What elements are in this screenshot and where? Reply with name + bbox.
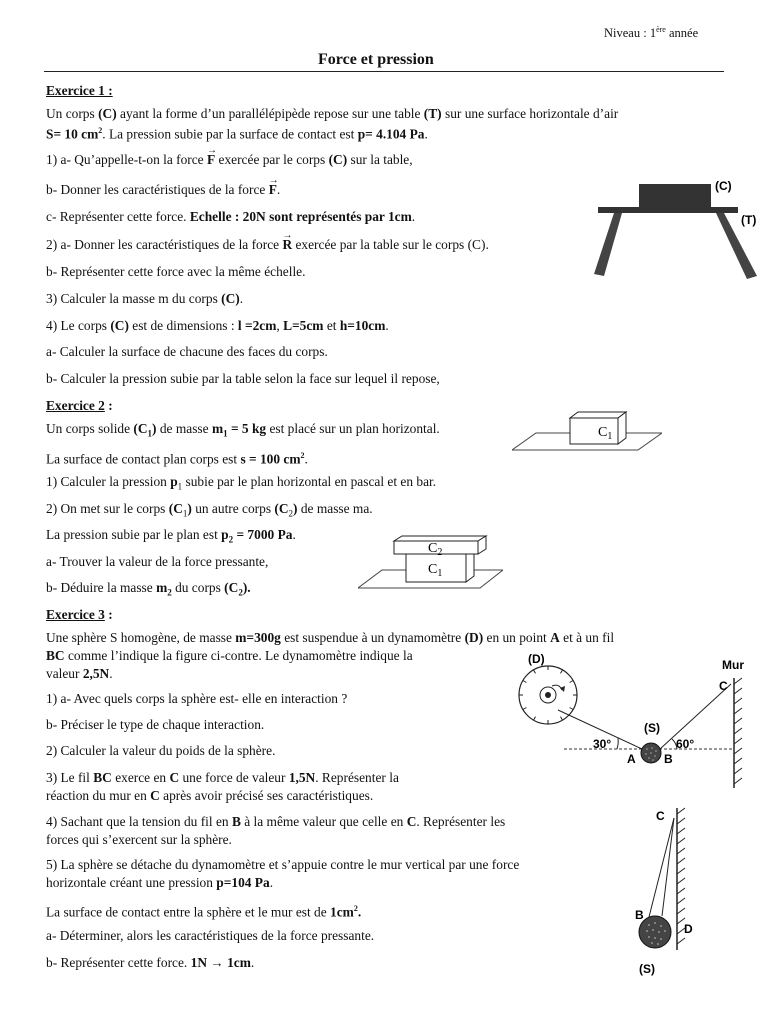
dynamometer-figure xyxy=(512,650,762,790)
title-rule xyxy=(44,71,724,72)
ex3-q5: 5) La sphère se détache du dynamomètre et s’appuie contre le mur vertical par une force xyxy=(46,857,520,872)
label-angle-60: 60° xyxy=(676,737,695,751)
label-c: C xyxy=(719,679,728,693)
table-top xyxy=(598,207,738,213)
ex2-title: Exercice 2 : xyxy=(46,398,113,413)
ex1-q1c: c- Représenter cette force. Echelle : 20N sont représentés par 1cm. xyxy=(46,209,416,224)
ex3-title: Exercice 3 : xyxy=(46,607,113,622)
ex3-q2: 2) Calculer la valeur du poids de la sphère. xyxy=(46,743,276,758)
level-label: Niveau : 1ère année xyxy=(604,25,699,41)
label-a: A xyxy=(627,752,636,766)
vector-f: → F xyxy=(207,152,215,168)
ex3-q6b: b- Représenter cette force. 1N → 1cm. xyxy=(46,955,255,970)
c1-plane-figure xyxy=(512,406,662,456)
label-b: B xyxy=(664,752,673,766)
table-leg-left xyxy=(594,213,622,276)
ex1-q1a: 1) a- Qu’appelle-t-on la force → F exercée par le corps (C) sur la table, xyxy=(46,152,413,168)
ex3-q4: 4) Sachant que la tension du fil en B à la même valeur que celle en C. Représenter les xyxy=(46,814,506,829)
ex1-q4: 4) Le corps (C) est de dimensions : l =2cm, L=5cm et h=10cm. xyxy=(46,318,389,333)
ex2-line6: a- Trouver la valeur de la force pressante, xyxy=(46,554,269,569)
ex3-q1a: 1) a- Avec quels corps la sphère est- elle en interaction ? xyxy=(46,691,348,706)
label-d: (D) xyxy=(528,652,545,666)
ex3-q1b: b- Préciser le type de chaque interaction. xyxy=(46,717,265,732)
wall xyxy=(734,678,742,788)
label-c2: $C_2$ xyxy=(428,541,443,558)
label-b: B xyxy=(635,908,644,922)
ex2-line1: Un corps solide $(C_1)$ de masse $m_1 = 5$ kg est placé sur un plan horizontal. xyxy=(46,421,440,439)
page-title: Force et pression xyxy=(318,51,434,68)
string-bc-2 xyxy=(662,818,674,916)
label-t: (T) xyxy=(741,213,757,227)
ex3-q3-line2: réaction du mur en C après avoir précisé ses caractéristiques. xyxy=(46,788,374,803)
ex1-q4b: b- Calculer la pression subie par la table selon la face sur lequel il repose, xyxy=(46,371,440,386)
string-bc xyxy=(649,818,674,917)
label-d: D xyxy=(684,922,693,936)
vector-f: → F xyxy=(269,182,277,198)
label-angle-30: 30° xyxy=(593,737,612,751)
ex2-line5: La pression subie par le plan est $p_2 = 7000$ Pa. xyxy=(46,527,296,545)
ex3-q4-line2: forces qui s’exercent sur la sphère. xyxy=(46,832,232,847)
ex1-q4a: a- Calculer la surface de chacune des faces du corps. xyxy=(46,344,328,359)
ex3-q6: La surface de contact entre la sphère et le mur est de $1cm^2$. xyxy=(46,904,362,920)
ex3-q5-line2: horizontale créant une pression p=104 Pa. xyxy=(46,875,274,890)
sphere-wall-figure xyxy=(622,800,722,980)
ex1-title: Exercice 1 : xyxy=(46,83,113,98)
ex1-q2a: 2) a- Donner les caractéristiques de la force → R exercée par la table sur le corps (C). xyxy=(46,237,489,253)
ex1-q3: 3) Calculer la masse m du corps (C). xyxy=(46,291,244,306)
label-c: (C) xyxy=(715,179,732,193)
ex3-line1: Une sphère S homogène, de masse m=300g est suspendue à un dynamomètre (D) en un point A et à un fil xyxy=(46,630,615,645)
c1-side xyxy=(618,412,626,444)
ex1-intro-line1: Un corps (C) ayant la forme d’un parallélépipède repose sur une table (T) sur une surface horizontale d’air xyxy=(46,106,619,121)
sphere xyxy=(639,916,671,948)
ex2-line2: La surface de contact plan corps est s = 100 $cm^2$. xyxy=(46,451,308,467)
ex3-line2: BC comme l’indique la figure ci-contre. Le dynamomètre indique la xyxy=(46,648,413,663)
c2-top xyxy=(394,536,486,541)
c1-top xyxy=(570,412,626,418)
body-c xyxy=(639,184,711,207)
ex2-line7: b- Déduire la masse $m_2$ du corps $(C_2)$. xyxy=(46,580,251,598)
ex3-q3: 3) Le fil BC exerce en C une force de valeur 1,5N. Représenter la xyxy=(46,770,399,785)
label-s: (S) xyxy=(644,721,660,735)
ex3-q6a: a- Déterminer, alors les caractéristiques de la force pressante. xyxy=(46,928,375,943)
angle-arc-30 xyxy=(617,738,618,749)
string-bc xyxy=(660,684,731,749)
vector-r: → R xyxy=(282,237,292,253)
ex1-q2b: b- Représenter cette force avec la même échelle. xyxy=(46,264,306,279)
label-s: (S) xyxy=(639,962,655,976)
ex3-line3: valeur 2,5N. xyxy=(46,666,113,681)
label-c1: $C_1$ xyxy=(598,425,613,442)
c1-c2-stack-figure xyxy=(358,532,503,594)
ex1-intro-line2: S= 10 $cm^2$. La pression subie par la surface de contact est p= 4.104 Pa. xyxy=(46,126,428,142)
label-mur: Mur xyxy=(722,658,744,672)
ex2-line4: 2) On met sur le corps $(C_1)$ un autre corps $(C_2)$ de masse ma. xyxy=(46,501,373,519)
dial-center xyxy=(545,692,551,698)
label-c: C xyxy=(656,809,665,823)
label-c1: $C_1$ xyxy=(428,562,443,579)
ex2-line3: 1) Calculer la pression $p_1$ subie par le plan horizontal en pascal et en bar. xyxy=(46,474,437,492)
ex1-q1b: b- Donner les caractéristiques de la force → F. xyxy=(46,182,280,198)
table-figure xyxy=(594,176,764,286)
